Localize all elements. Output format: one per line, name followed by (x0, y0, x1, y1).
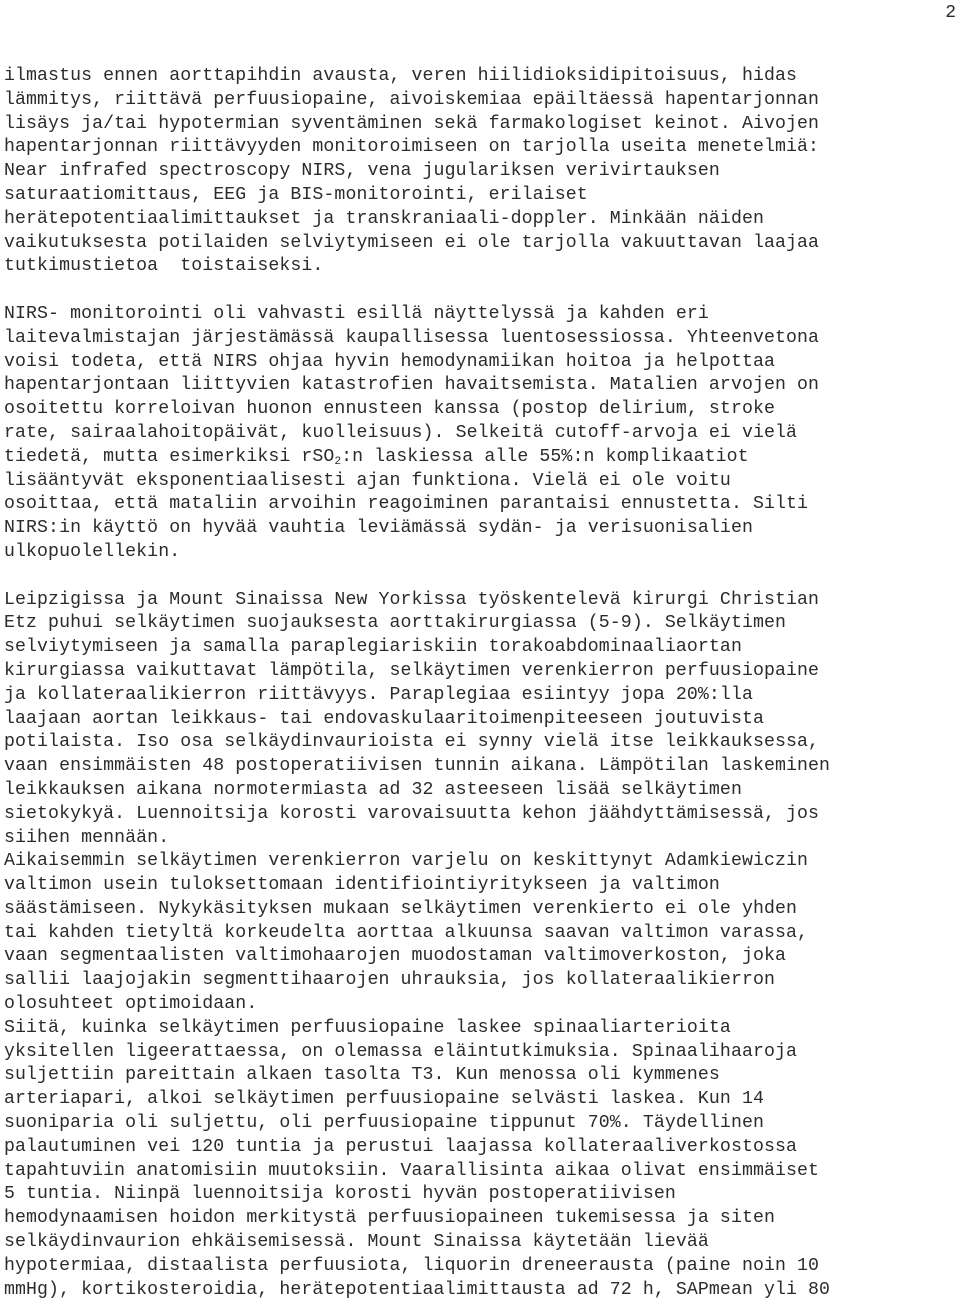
paragraph-spacer (4, 279, 956, 303)
text-line: kirurgiassa vaikuttavat lämpötila, selkäytimen verenkierron perfuusiopaine (4, 660, 820, 681)
text-line: tai kahden tietyltä korkeudelta aorttaa alkuunsa saavan valtimon varassa, (4, 922, 809, 943)
text-line: hapentarjontaan liittyvien katastrofien havaitsemista. Matalien arvojen on (4, 375, 820, 396)
document-body (4, 65, 956, 1302)
text-line: siihen mennään. (4, 827, 170, 848)
text-line: tapahtuviin anatomisiin muutoksiin. Vaarallisinta aikaa olivat ensimmäiset (4, 1160, 820, 1181)
text-line: yksitellen ligeerattaessa, on olemassa eläintutkimuksia. Spinaalihaaroja (4, 1041, 798, 1062)
text-line: potilaista. Iso osa selkäydinvaurioista ei synny vielä itse leikkauksessa, (4, 732, 820, 753)
text-line: suoniparia oli suljettu, oli perfuusiopaine tippunut 70%. Täydellinen (4, 1113, 764, 1134)
text-line: vaikutuksesta potilaiden selviytymiseen ei ole tarjolla vakuuttavan laajaa (4, 232, 820, 253)
rso2-prefix: tiedetä, mutta esimerkiksi rSO (4, 446, 335, 467)
text-line: ja kollateraalikierron riittävyys. Paraplegiaa esiintyy jopa 20%:lla (4, 684, 753, 705)
text-line: NIRS- monitorointi oli vahvasti esillä näyttelyssä ja kahden eri (4, 303, 709, 324)
text-line: hypotermiaa, distaalista perfuusiota, liquorin dreneerausta (paine noin 10 (4, 1255, 820, 1276)
paragraph-spinal-cord (4, 589, 956, 851)
paragraph-collateral-circulation (4, 850, 956, 1017)
text-line: olosuhteet optimoidaan. (4, 994, 258, 1015)
text-line: voisi todeta, että NIRS ohjaa hyvin hemodynamiikan hoitoa ja helpottaa (4, 351, 775, 372)
text-line: osoitettu korreloivan huonon ennusteen kanssa (postop delirium, stroke (4, 399, 775, 420)
text-line: arteriapari, alkoi selkäytimen perfuusiopaine selvästi laskea. Kun 14 (4, 1089, 764, 1110)
text-line: vaan segmentaalisten valtimohaarojen muodostaman valtimoverkoston, joka (4, 946, 787, 967)
text-line: lämmitys, riittävä perfuusiopaine, aivoiskemiaa epäiltäessä hapentarjonnan (4, 89, 820, 110)
paragraph-nirs (4, 303, 956, 565)
text-line: vaan ensimmäisten 48 postoperatiivisen tunnin aikana. Lämpötilan laskeminen (4, 756, 831, 777)
paragraph-brain-oxygenation (4, 65, 956, 279)
text-line: Etz puhui selkäytimen suojauksesta aorttakirurgiassa (5-9). Selkäytimen (4, 613, 787, 634)
rso2-subscript: 2 (334, 455, 342, 468)
text-line: Leipzigissa ja Mount Sinaissa New Yorkissa työskentelevä kirurgi Christian (4, 589, 820, 610)
text-line: sietokykyä. Luennoitsija korosti varovaisuutta kehon jäähdyttämisessä, jos (4, 803, 820, 824)
text-line: sallii laajojakin segmenttihaarojen uhrauksia, jos kollateraalikierron (4, 970, 775, 991)
text-line: Near infrafed spectroscopy NIRS, vena jugulariksen verivirtauksen (4, 161, 720, 182)
text-line: selkäydinvaurion ehkäisemisessä. Mount Sinaissa käytetään lievää (4, 1232, 709, 1253)
text-line: laajaan aortan leikkaus- tai endovaskulaaritoimenpiteeseen joutuvista (4, 708, 764, 729)
text-line: leikkauksen aikana normotermiasta ad 32 asteeseen lisää selkäytimen (4, 779, 742, 800)
paragraph-spacer (4, 565, 956, 589)
text-line: herätepotentiaalimittaukset ja transkraniaali-doppler. Minkään näiden (4, 208, 764, 229)
text-line: selviytymiseen ja samalla paraplegiariskiin torakoabdominaaliaortan (4, 637, 742, 658)
text-line: rate, sairaalahoitopäivät, kuolleisuus). Selkeitä cutoff-arvoja ei vielä (4, 422, 798, 443)
text-line: ilmastus ennen aorttapihdin avausta, veren hiilidioksidipitoisuus, hidas (4, 66, 798, 86)
text-line: laitevalmistajan järjestämässä kaupallisessa luentosessiossa. Yhteenvetona (4, 327, 820, 348)
text-line: palautuminen vei 120 tuntia ja perustui laajassa kollateraaliverkostossa (4, 1136, 798, 1157)
text-line: säästämiseen. Nykykäsityksen mukaan selkäytimen verenkierto ei ole yhden (4, 898, 798, 919)
text-line: Siitä, kuinka selkäytimen perfuusiopaine laskee spinaaliarterioita (4, 1017, 731, 1038)
paragraph-perfusion-pressure (4, 1017, 956, 1303)
text-line: tutkimustietoa toistaiseksi. (4, 256, 324, 277)
text-line: suljettiin pareittain alkaen tasolta T3. Kun menossa oli kymmenes (4, 1065, 720, 1086)
text-line: ulkopuolellekin. (4, 541, 181, 562)
page-number: 2 (945, 3, 956, 23)
text-line: valtimon usein tuloksettomaan identifiointiyritykseen ja valtimon (4, 875, 720, 896)
text-line: lisäys ja/tai hypotermian syventäminen sekä farmakologiset keinot. Aivojen (4, 113, 820, 134)
text-line-rso2 (4, 446, 956, 470)
text-line: saturaatiomittaus, EEG ja BIS-monitorointi, erilaiset (4, 184, 588, 205)
rso2-suffix: :n laskiessa alle 55%:n komplikaatiot (341, 446, 749, 467)
text-line: Aikaisemmin selkäytimen verenkierron varjelu on keskittynyt Adamkiewiczin (4, 851, 809, 872)
text-line: hapentarjonnan riittävyyden monitoroimiseen on tarjolla useita menetelmiä: (4, 137, 820, 158)
text-line: 5 tuntia. Niinpä luennoitsija korosti hyvän postoperatiivisen (4, 1184, 676, 1205)
text-line: lisääntyvät eksponentiaalisesti ajan funktiona. Vielä ei ole voitu (4, 470, 731, 491)
text-line: mmHg), kortikosteroidia, herätepotentiaalimittausta ad 72 h, SAPmean yli 80 (4, 1279, 831, 1300)
text-line: NIRS:in käyttö on hyvää vauhtia leviämässä sydän- ja verisuonisalien (4, 518, 753, 539)
text-line: osoittaa, että mataliin arvoihin reagoiminen parantaisi ennustetta. Silti (4, 494, 809, 515)
text-line: hemodynaamisen hoidon merkitystä perfuusiopaineen tukemisessa ja siten (4, 1208, 775, 1229)
